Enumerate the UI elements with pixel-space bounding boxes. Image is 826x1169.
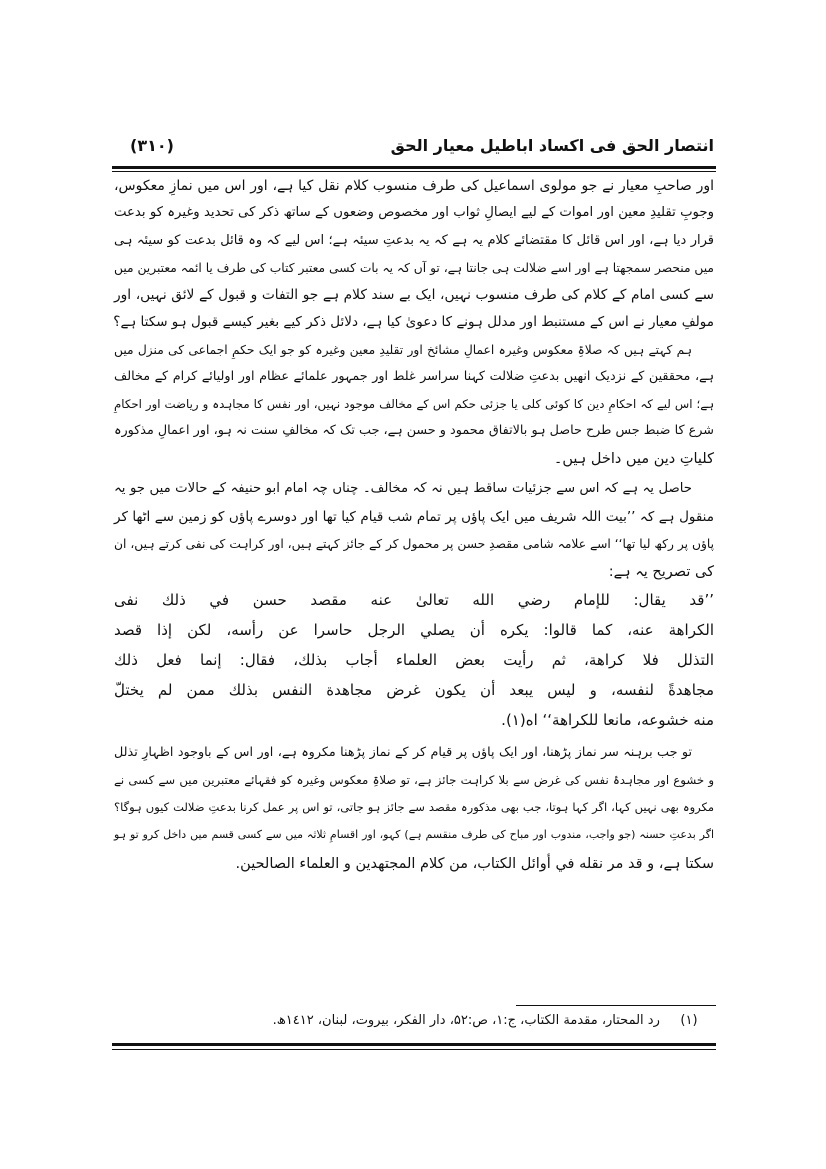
text-line: میں منحصر سمجھتا ہے اور اسے ضلالت ہی جانتا ہے، تو آں کہ یہ بات کسی معتبر کتاب کی طرف یا ائمہ معتبرین میں <box>114 261 714 275</box>
text-line: ہم کہتے ہیں کہ صلاۃِ معکوس وغیرہ اعمالِ مشائخ اور تقلیدِ معین وغیرہ کو جو ایک حکمِ اجماعی کی منزل میں <box>114 343 692 357</box>
text-line: حاصل یہ ہے کہ اس سے جزئیات ساقط ہیں نہ کہ مخالف۔ چناں چہ امام ابو حنیفہ کے حالات میں جو یہ <box>114 481 692 496</box>
text-line: منقول ہے کہ ’’بیت اللہ شریف میں ایک پاؤں پر تمام شب قیام کیا تھا اور دوسرے پاؤں کو زمین سے اٹھا کر <box>114 509 714 525</box>
footnote-text: رد المحتار، مقدمة الكتاب، ج:۱، ص:۵۲، دار الفكر، بيروت، لبنان، ۱٤۱۲ھ. <box>272 1013 660 1028</box>
text-line: سے کسی امام کے کلام کی طرف منسوب نہیں، ایک بے سند کلام ہے جو التفات و قبول کے لائق نہیں، اور <box>114 287 714 303</box>
page-number: (۳۱۰) <box>130 136 174 155</box>
running-book-title: انتصار الحق فی اکساد اباطیل معیار الحق <box>390 136 714 155</box>
footnote-number: (۱) <box>680 1013 698 1028</box>
footer-rule-thick <box>112 1043 716 1046</box>
text-line: تو جب برہنہ سر نماز پڑھنا، اور ایک پاؤں پر قیام کر کے نماز پڑھنا مکروہ ہے، اور اس کے باوجود اظہارِ تذلل <box>114 745 692 760</box>
text-line: وجوبِ تقلیدِ معین اور اموات کے لیے ایصالِ ثواب اور مخصوص وضعوں کے ساتھ ذکر کی تحدید وغیرہ کو بدعت <box>114 205 714 220</box>
quote-line: مجاهدةً لنفسه، و ليس يبعد أن يكون غرض مجاهدة النفس بذلك ممن لم يختلّ <box>114 681 714 699</box>
text-line: سکتا ہے، و قد مر نقله في أوائل الكتاب، من كلام المجتهدين و العلماء الصالحين. <box>235 856 714 872</box>
quote-line: التذلل فلا كراهة، ثم رأيت بعض العلماء أجاب بذلك، فقال: إنما فعل ذلك <box>114 651 714 669</box>
text-line: کلیاتِ دین میں داخل ہیں۔ <box>553 451 714 467</box>
text-line: اگر بدعتِ حسنہ (جو واجب، مندوب اور مباح کی طرف منقسم ہے) کہو، اور اقسامِ ثلاثہ میں سے کسی قسم میں داخل کرو تو ہو <box>114 828 714 841</box>
quote-line: الكراهة عنه، كما قالوا: يكره أن يصلي الرجل حاسرا عن رأسه، لكن إذا قصد <box>114 621 714 639</box>
text-line: شرع کا ضبط جس طرح حاصل ہو بالاتفاق محمود و حسن ہے، جب تک کہ مخالفِ سنت نہ ہو، اور اعمالِ مذکورہ <box>114 423 714 438</box>
quote-line: ’’قد يقال: للإمام رضي الله تعالىٰ عنه مقصد حسن في ذلك نفى <box>114 591 714 609</box>
text-line: پاؤں پر رکھ لیا تھا‘‘ اسے علامہ شامی مقصدِ حسن پر محمول کر کے جائز کہتے ہیں، اور کراہت کی نفی کرتے ہیں، ان <box>114 537 714 551</box>
text-line: اور صاحبِ معیار نے جو مولوی اسماعیل کی طرف منسوب کلام نقل کیا ہے، اور اس میں نمازِ معکوس، <box>114 178 714 194</box>
footnote-separator <box>516 1005 716 1006</box>
text-line: کی تصریح یہ ہے: <box>608 564 714 580</box>
text-line: ہے؛ اس لیے کہ احکامِ دین کا کوئی کلی یا جزئی حکم اس کے مخالف موجود نہیں، اور نفس کا مجاہدہ و ریاضت اور احکامِ <box>114 397 714 411</box>
text-line: مولفِ معیار نے اس کے مستنبط اور مدلل ہونے کا دعویٰ کیا ہے، دلائل ذکر کیے بغیر کیسے قبول ہو سکتا ہے؟ <box>113 314 714 330</box>
quote-line: منه خشوعه، مانعا للكراهة‘‘ اه(۱). <box>501 711 714 729</box>
footnote <box>114 1013 714 1028</box>
text-line: ہے، محققین کے نزدیک انھیں بدعتِ ضلالت کہنا سراسر غلط اور جمہور علمائے عظام اور اولیائے کرام کے مخالف <box>114 369 714 384</box>
header-rule-thick <box>112 166 716 169</box>
header-rule-thin <box>112 171 716 172</box>
text-line: قرار دیا ہے، اور اس قائل کا مقتضائے کلام یہ ہے کہ یہ بدعتِ سیئہ ہے؛ اس لیے کہ وہ قائل بدعت کو سیئہ ہی <box>114 233 714 248</box>
text-line: و خشوع اور مجاہدۂ نفس کی غرض سے بلا کراہت جائز ہے، تو صلاۃِ معکوس وغیرہ کو فقہائے معتبرین میں سے کسی نے <box>114 773 714 787</box>
text-line: مکروہ بھی نہیں کہا، اگر کہا ہوتا، جب بھی مذکورہ مقصد سے جائز ہو جاتی، تو اس پر عمل کرنا بدعتِ ضلالت کیوں ہوگا؟ <box>114 800 714 814</box>
footer-rule-thin <box>112 1049 716 1050</box>
